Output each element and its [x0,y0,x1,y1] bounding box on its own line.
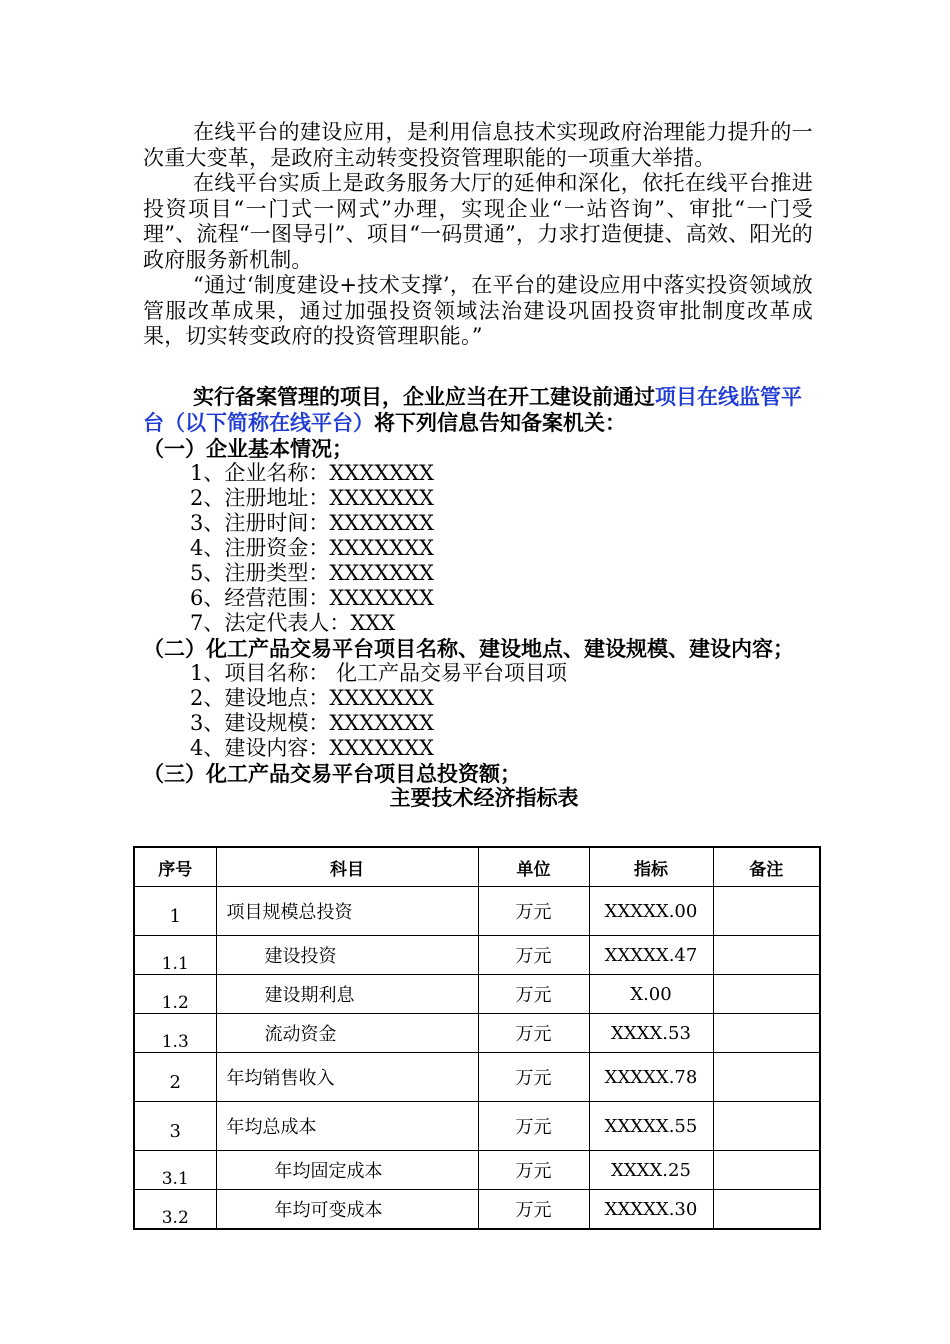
row-note [713,1190,820,1230]
header-value: 指标 [589,847,713,887]
row-value: XXXX.53 [589,1014,713,1053]
company-item: 5、注册类型：XXXXXXX [190,560,435,585]
section-1-heading: （一）企业基本情况； [143,435,353,461]
row-no: 3.2 [134,1190,216,1230]
paragraph-3: “通过‘制度建设+技术支撑’，在平台的建设应用中落实投资领域放管服改革成果，通过加强投资领域法治建设巩固投资审批制度改革成果，切实转变政府的投资管理职能。” [143,273,813,348]
table-row [134,887,820,936]
project-item: 2、建设地点：XXXXXXX [190,685,435,710]
row-subject: 建设投资 [216,936,478,975]
row-subject: 年均总成本 [216,1102,478,1151]
row-subject: 年均固定成本 [216,1151,478,1190]
table-title: 主要技术经济指标表 [389,784,579,810]
platform-link[interactable]: 项目在线监管平台（以下简称在线平台） [143,383,802,435]
header-subject: 科目 [216,847,478,887]
company-item: 6、经营范围：XXXXXXX [190,585,435,610]
project-item: 4、建设内容：XXXXXXX [190,735,435,760]
table-row [134,975,820,1014]
row-unit: 万元 [478,1102,589,1151]
header-unit: 单位 [478,847,589,887]
row-no: 1 [134,887,216,936]
row-subject: 年均可变成本 [216,1190,478,1230]
row-value: XXXXX.78 [589,1053,713,1102]
intro-text-before: 实行备案管理的项目，企业应当在开工建设前通过 [193,383,655,409]
row-note [713,936,820,975]
row-unit: 万元 [478,1190,589,1230]
row-unit: 万元 [478,975,589,1014]
row-unit: 万元 [478,1151,589,1190]
company-item: 3、注册时间：XXXXXXX [190,510,435,535]
row-value: XXXX.25 [589,1151,713,1190]
header-no: 序号 [134,847,216,887]
row-subject: 流动资金 [216,1014,478,1053]
row-note [713,1053,820,1102]
project-item: 3、建设规模：XXXXXXX [190,710,435,735]
row-note [713,1151,820,1190]
row-no: 1.3 [134,1014,216,1053]
table-row [134,1102,820,1151]
row-no: 1.1 [134,936,216,975]
section-3-heading: （三）化工产品交易平台项目总投资额； [143,760,521,786]
row-no: 3 [134,1102,216,1151]
document-body [143,120,813,810]
row-unit: 万元 [478,1014,589,1053]
table-row [134,1053,820,1102]
row-value: XXXXX.55 [589,1102,713,1151]
intro-text-after: 将下列信息告知备案机关： [374,409,626,435]
company-item: 1、企业名称：XXXXXXX [190,460,435,485]
row-note [713,1014,820,1053]
row-value: XXXXX.30 [589,1190,713,1230]
header-note: 备注 [713,847,820,887]
row-unit: 万元 [478,887,589,936]
paragraph-2: 在线平台实质上是政务服务大厅的延伸和深化，依托在线平台推进投资项目“一门式一网式”办理，实现企业“一站咨询”、审批“一门受理”、流程“一图导引”、项目“一码贯通”，力求打造便捷、高效、阳光的政府服务新机制。 [143,171,813,272]
company-item: 4、注册资金：XXXXXXX [190,535,435,560]
row-unit: 万元 [478,936,589,975]
row-value: XXXXX.47 [589,936,713,975]
table-row [134,1151,820,1190]
section-2-heading: （二）化工产品交易平台项目名称、建设地点、建设规模、建设内容； [143,635,794,661]
company-item: 7、法定代表人：XXX [190,610,396,635]
paragraph-1: 在线平台的建设应用，是利用信息技术实现政府治理能力提升的一次重大变革，是政府主动转变投资管理职能的一项重大举措。 [143,120,813,170]
table-header-row [134,847,820,887]
row-value: X.00 [589,975,713,1014]
table-row [134,936,820,975]
row-no: 3.1 [134,1151,216,1190]
row-no: 1.2 [134,975,216,1014]
table-row [134,1190,820,1230]
project-item: 1、项目名称： 化工产品交易平台项目项 [190,660,568,685]
row-subject: 项目规模总投资 [216,887,478,936]
intro-paragraph [143,384,813,436]
row-unit: 万元 [478,1053,589,1102]
row-no: 2 [134,1053,216,1102]
company-item: 2、注册地址：XXXXXXX [190,485,435,510]
row-note [713,1102,820,1151]
row-note [713,975,820,1014]
row-value: XXXXX.00 [589,887,713,936]
row-note [713,887,820,936]
row-subject: 年均销售收入 [216,1053,478,1102]
indicators-table [133,846,821,1230]
table-row [134,1014,820,1053]
row-subject: 建设期利息 [216,975,478,1014]
